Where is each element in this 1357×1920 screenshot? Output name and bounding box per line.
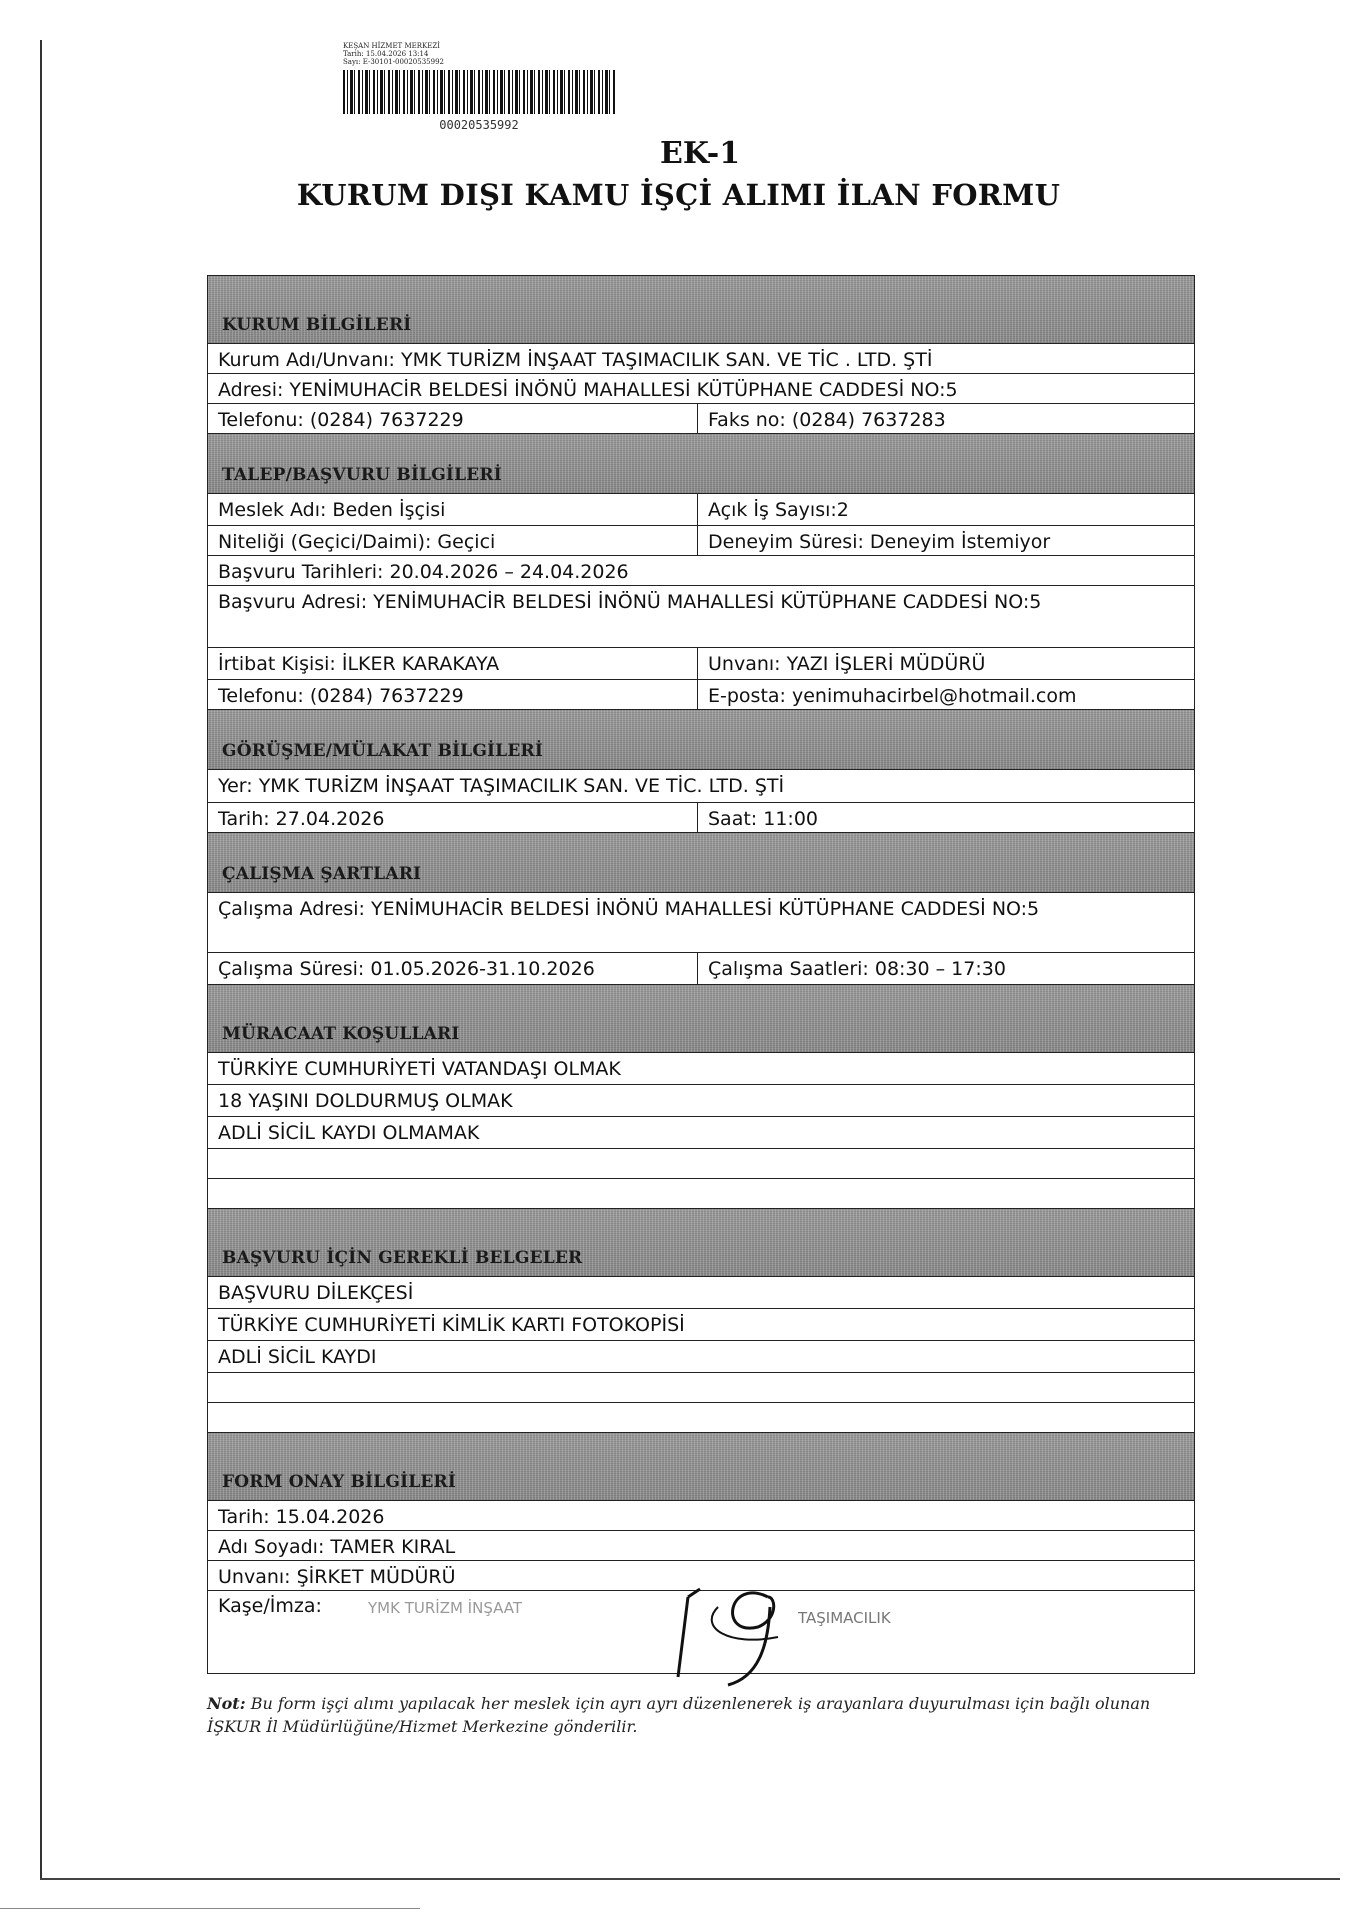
form-row — [208, 893, 1194, 953]
kurum-fax-field: Faks no: (0284) 7637283 — [708, 409, 946, 431]
document-item: BAŞVURU DİLEKÇESİ — [218, 1282, 414, 1304]
form-row — [208, 803, 1194, 833]
section-title-calisma: ÇALIŞMA ŞARTLARI — [222, 864, 422, 884]
annex-label: EK-1 — [660, 136, 741, 171]
section-header-calisma — [208, 833, 1194, 893]
section-title-kurum: KURUM BİLGİLERİ — [222, 315, 412, 335]
list-item — [208, 1277, 1194, 1309]
page-bottom-edge-secondary — [0, 1908, 420, 1909]
section-header-kurum — [208, 276, 1194, 344]
footnote-text: Bu form işçi alımı yapılacak her meslek için ayrı ayrı düzenlenerek iş arayanlara duyurulması için bağlı olunan İŞKUR İl Müdürlüğüne/Hizmet Merkezine gönderilir. — [207, 1694, 1151, 1736]
page-left-edge — [40, 40, 42, 1880]
document-item: ADLİ SİCİL KAYDI — [218, 1346, 377, 1368]
list-item — [208, 1053, 1194, 1085]
section-header-muracaat — [208, 985, 1194, 1053]
requirement-item: 18 YAŞINI DOLDURMUŞ OLMAK — [218, 1090, 513, 1112]
form-row — [208, 770, 1194, 803]
empty-row — [208, 1149, 1194, 1179]
list-item — [208, 1309, 1194, 1341]
requirement-item: ADLİ SİCİL KAYDI OLMAMAK — [218, 1122, 480, 1144]
barcode-icon — [343, 70, 615, 114]
form-row — [208, 1531, 1194, 1561]
stamp-line-number: Sayı: E-30101-00020535992 — [343, 58, 444, 66]
form-row — [208, 374, 1194, 404]
stamp-signature-label: Kaşe/İmza: — [218, 1595, 322, 1617]
approver-title-field: Unvanı: ŞİRKET MÜDÜRÜ — [218, 1566, 456, 1588]
announcement-form — [207, 275, 1195, 1674]
section-header-gorusme — [208, 710, 1194, 770]
company-stamp-text: YMK TURİZM İNŞAAT — [368, 1599, 523, 1617]
list-item — [208, 1085, 1194, 1117]
barcode-number: 00020535992 — [439, 118, 519, 132]
company-stamp-text-2: TAŞIMACILIK — [798, 1609, 891, 1627]
contact-phone-field: Telefonu: (0284) 7637229 — [208, 680, 698, 709]
list-item — [208, 1341, 1194, 1373]
contact-person-field: İrtibat Kişisi: İLKER KARAKAYA — [208, 648, 698, 679]
empty-row — [208, 1403, 1194, 1433]
signature-icon — [658, 1567, 808, 1687]
application-dates-field: Başvuru Tarihleri: 20.04.2026 – 24.04.2026 — [218, 561, 629, 583]
form-row — [208, 648, 1194, 680]
section-title-belgeler: BAŞVURU İÇİN GEREKLİ BELGELER — [222, 1248, 583, 1268]
form-row — [208, 953, 1194, 985]
approver-name-field: Adı Soyadı: TAMER KIRAL — [218, 1536, 456, 1558]
kurum-address-field: Adresi: YENİMUHACİR BELDESİ İNÖNÜ MAHALLESİ KÜTÜPHANE CADDESİ NO:5 — [218, 379, 958, 401]
employment-type-field: Niteliği (Geçici/Daimi): Geçici — [208, 526, 698, 555]
section-header-onay — [208, 1433, 1194, 1501]
stamp-line-date: Tarih: 15.04.2026 13:14 — [343, 50, 429, 58]
section-title-gorusme: GÖRÜŞME/MÜLAKAT BİLGİLERİ — [222, 741, 543, 761]
work-hours-field: Çalışma Saatleri: 08:30 – 17:30 — [708, 958, 1006, 980]
footnote — [207, 1692, 1207, 1738]
form-row — [208, 1501, 1194, 1531]
experience-field: Deneyim Süresi: Deneyim İstemiyor — [708, 531, 1051, 553]
empty-row — [208, 1373, 1194, 1403]
work-address-field: Çalışma Adresi: YENİMUHACİR BELDESİ İNÖNÜ MAHALLESİ KÜTÜPHANE CADDESİ NO:5 — [218, 898, 1040, 920]
document-item: TÜRKİYE CUMHURİYETİ KİMLİK KARTI FOTOKOPİSİ — [218, 1314, 685, 1336]
empty-row — [208, 1179, 1194, 1209]
open-positions-field: Açık İş Sayısı:2 — [708, 499, 849, 521]
section-title-talep: TALEP/BAŞVURU BİLGİLERİ — [222, 465, 502, 485]
section-title-onay: FORM ONAY BİLGİLERİ — [222, 1472, 457, 1492]
occupation-field: Meslek Adı: Beden İşçisi — [208, 494, 698, 525]
stamp-line-office: KEŞAN HİZMET MERKEZİ — [343, 42, 440, 50]
contact-email-field: E-posta: yenimuhacirbel@hotmail.com — [708, 685, 1077, 707]
work-duration-field: Çalışma Süresi: 01.05.2026-31.10.2026 — [208, 953, 698, 984]
form-row — [208, 680, 1194, 710]
stamp-signature-area — [208, 1591, 1194, 1673]
section-header-belgeler — [208, 1209, 1194, 1277]
form-row — [208, 1591, 1194, 1673]
form-row — [208, 556, 1194, 586]
section-header-talep — [208, 434, 1194, 494]
form-title: KURUM DIŞI KAMU İŞÇİ ALIMI İLAN FORMU — [296, 178, 1061, 212]
interview-time-field: Saat: 11:00 — [708, 808, 818, 830]
list-item — [208, 1117, 1194, 1149]
form-row — [208, 526, 1194, 556]
kurum-phone-field: Telefonu: (0284) 7637229 — [208, 404, 698, 433]
page-bottom-edge — [40, 1878, 1340, 1880]
interview-date-field: Tarih: 27.04.2026 — [208, 803, 698, 832]
approval-date-field: Tarih: 15.04.2026 — [218, 1506, 385, 1528]
application-address-field: Başvuru Adresi: YENİMUHACİR BELDESİ İNÖNÜ MAHALLESİ KÜTÜPHANE CADDESİ NO:5 — [218, 591, 1042, 613]
form-row — [208, 494, 1194, 526]
document-barcode-stamp — [343, 42, 623, 132]
contact-title-field: Unvanı: YAZI İŞLERİ MÜDÜRÜ — [708, 653, 986, 675]
requirement-item: TÜRKİYE CUMHURİYETİ VATANDAŞI OLMAK — [218, 1058, 621, 1080]
form-row — [208, 404, 1194, 434]
footnote-label: Not: — [207, 1694, 246, 1713]
interview-location-field: Yer: YMK TURİZM İNŞAAT TAŞIMACILIK SAN. VE TİC. LTD. ŞTİ — [218, 775, 785, 797]
kurum-name-field: Kurum Adı/Unvanı: YMK TURİZM İNŞAAT TAŞIMACILIK SAN. VE TİC . LTD. ŞTİ — [218, 349, 933, 371]
section-title-muracaat: MÜRACAAT KOŞULLARI — [222, 1024, 460, 1044]
form-row — [208, 344, 1194, 374]
form-row — [208, 586, 1194, 648]
